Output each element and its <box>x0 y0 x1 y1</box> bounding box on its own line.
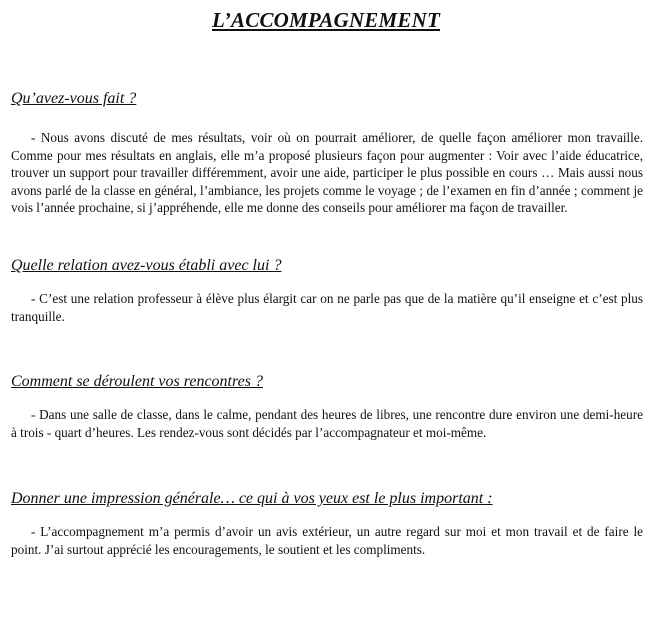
section-heading: Donner une impression générale… ce qui à vos yeux est le plus important : <box>11 490 493 507</box>
section-meetings <box>11 372 643 441</box>
section-body: - C’est une relation professeur à élève plus élargit car on ne parle pas que de la matière qu’il enseigne et c’est plus tranquille. <box>11 291 643 324</box>
document-title: L’ACCOMPAGNEMENT <box>211 8 440 32</box>
section-body: - L’accompagnement m’a permis d’avoir un avis extérieur, un autre regard sur moi et mon travail et de faire le point. J’ai surtout apprécié les encouragements, le soutient et les compliments. <box>11 524 643 557</box>
section-heading: Comment se déroulent vos rencontres ? <box>11 373 263 390</box>
section-general-impression <box>11 489 643 558</box>
section-relationship <box>11 256 643 325</box>
section-heading: Qu’avez-vous fait ? <box>11 90 137 107</box>
section-heading: Quelle relation avez-vous établi avec lui ? <box>11 257 282 274</box>
section-what-did-you-do <box>11 89 643 217</box>
section-body: - Nous avons discuté de mes résultats, voir où on pourrait améliorer, de quelle façon améliorer mon travaille. Comme pour mes résultats en anglais, elle m’a proposé plusieurs façon pour augmenter : Voir avec l’aide éducatrice, trouver un support pour travailler différemment, avoir une aide, participer le plus possible en cours … Mais aussi nous avons parlé de la classe en général, l’ambiance, les projets comme le voyage ; de l’examen en fin d’année ; comment je vois l’année prochaine, si j’appréhende, elle me donne des conseils pour améliorer ma façon de travailler. <box>11 130 643 216</box>
section-body: - Dans une salle de classe, dans le calme, pendant des heures de libres, une rencontre dure environ une demi-heure à trois - quart d’heures. Les rendez-vous sont décidés par l’accompagnateur et moi-même. <box>11 407 643 440</box>
